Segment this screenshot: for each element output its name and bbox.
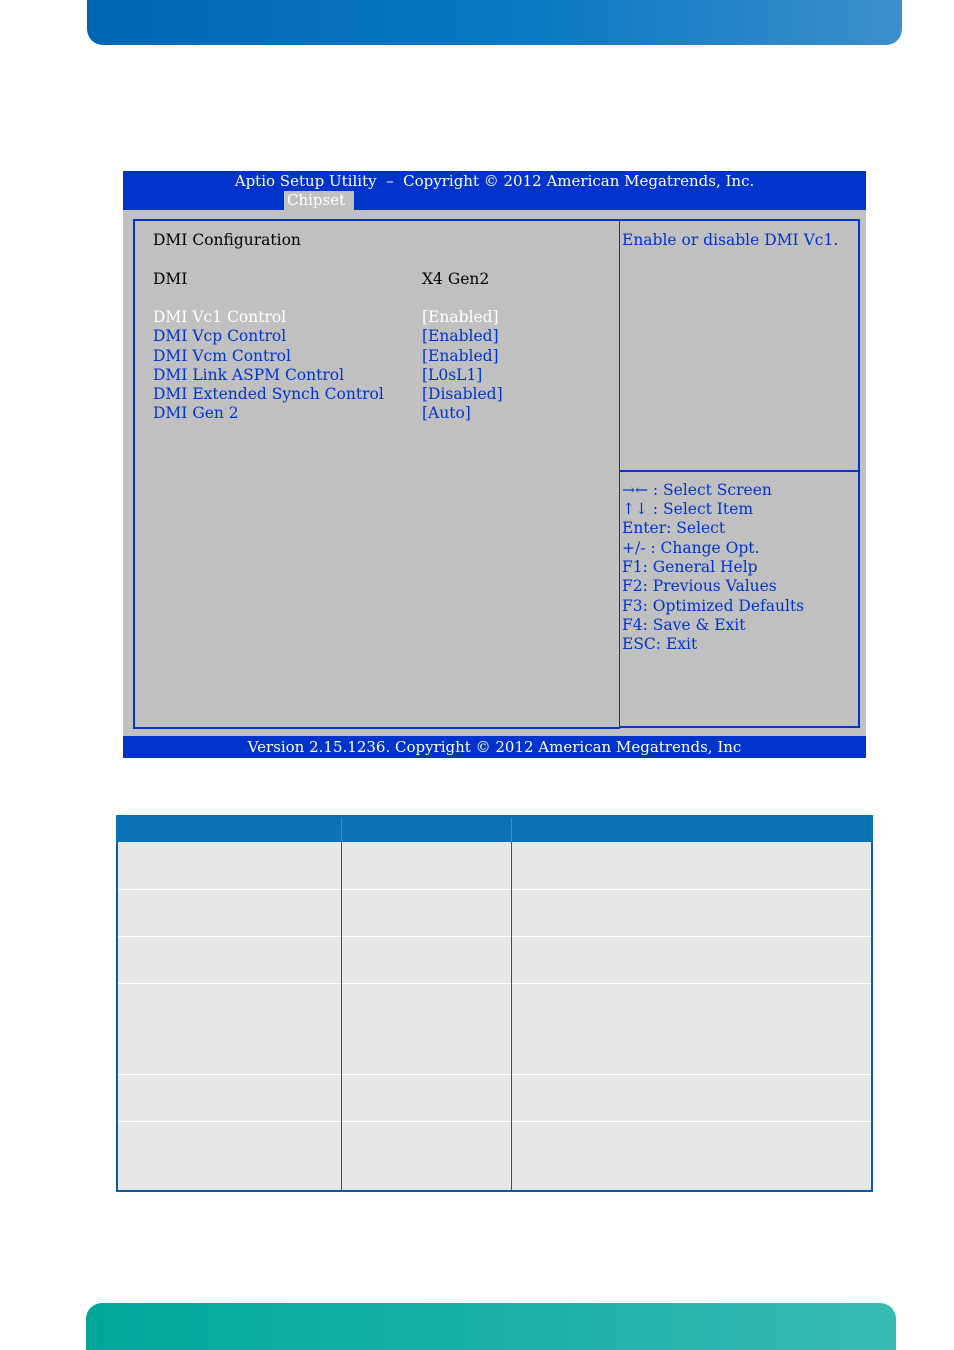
key-help-enter: Enter: Select — [622, 519, 726, 537]
setting-value: [Enabled] — [422, 347, 499, 365]
key-help-esc: ESC: Exit — [622, 635, 698, 653]
top-banner — [87, 0, 902, 45]
setting-value: [Enabled] — [422, 308, 499, 326]
help-pane — [619, 219, 860, 472]
setting-label: DMI Extended Synch Control — [153, 385, 384, 403]
table-row — [116, 1075, 873, 1121]
setting-label: DMI Gen 2 — [153, 404, 239, 422]
table-border-bottom — [116, 1190, 873, 1192]
setting-label: DMI Vc1 Control — [153, 308, 287, 326]
setting-label: DMI Vcm Control — [153, 347, 291, 365]
help-text: Enable or disable DMI Vc1. — [622, 231, 839, 249]
row-divider — [116, 1074, 873, 1075]
bios-footer: Version 2.15.1236. Copyright © 2012 American Megatrends, Inc — [123, 736, 866, 758]
setting-value: [Enabled] — [422, 327, 499, 345]
setting-value: [Disabled] — [422, 385, 503, 403]
key-help-change-opt: +/- : Change Opt. — [622, 539, 760, 557]
table-row — [116, 890, 873, 936]
key-help-f2: F2: Previous Values — [622, 577, 777, 595]
dmi-info-label: DMI — [153, 270, 188, 288]
settings-pane — [133, 219, 620, 729]
setting-label: DMI Vcp Control — [153, 327, 287, 345]
key-help-f4: F4: Save & Exit — [622, 616, 746, 634]
bottom-banner — [86, 1303, 896, 1350]
row-divider — [116, 936, 873, 937]
column-divider — [511, 842, 512, 1192]
key-help-pane — [619, 470, 860, 728]
table-row — [116, 842, 873, 889]
dmi-info-value: X4 Gen2 — [422, 270, 490, 288]
setting-value: [L0sL1] — [422, 366, 483, 384]
table-row — [116, 937, 873, 983]
key-help-f1: F1: General Help — [622, 558, 758, 576]
table-row — [116, 1122, 873, 1190]
bios-title: Aptio Setup Utility – Copyright © 2012 American Megatrends, Inc. — [234, 172, 755, 190]
key-help-select-screen: →← : Select Screen — [622, 481, 772, 499]
tab-chipset[interactable]: Chipset — [284, 191, 354, 210]
setting-value: [Auto] — [422, 404, 471, 422]
table-border-left — [116, 842, 118, 1192]
row-divider — [116, 983, 873, 984]
table-body — [116, 842, 873, 1192]
table-border-right — [871, 842, 873, 1192]
row-divider — [116, 1121, 873, 1122]
table-row — [116, 984, 873, 1074]
setting-label: DMI Link ASPM Control — [153, 366, 345, 384]
key-help-f3: F3: Optimized Defaults — [622, 597, 805, 615]
section-title: DMI Configuration — [153, 231, 301, 249]
row-divider — [116, 889, 873, 890]
header-divider — [511, 818, 512, 842]
header-divider — [341, 818, 342, 842]
table-header — [116, 815, 873, 842]
bios-setup-screen — [123, 171, 866, 758]
column-divider — [341, 842, 342, 1192]
key-help-select-item: ↑↓ : Select Item — [622, 500, 754, 518]
bios-header — [123, 171, 866, 210]
